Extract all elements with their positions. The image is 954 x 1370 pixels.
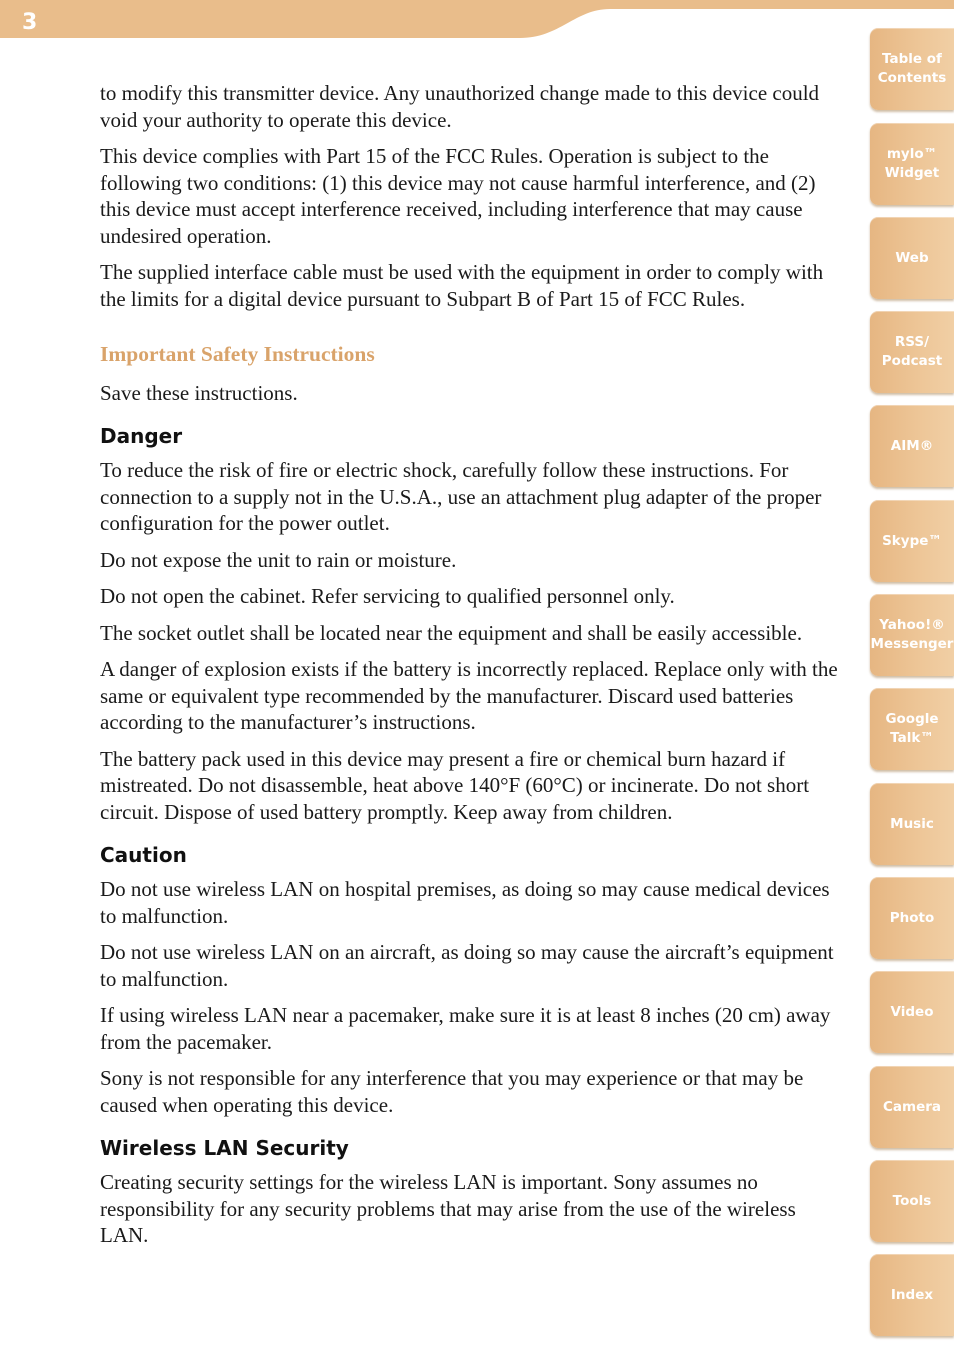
main-content — [100, 80, 845, 1259]
section-title: Important Safety Instructions — [100, 342, 375, 366]
danger-paragraph: A danger of explosion exists if the battery is incorrectly replaced. Replace only with the same or equivalent type recommended by the manufacturer. Discard used batteries according to the manufacturer’s instructions. — [100, 657, 838, 734]
danger-paragraph: The socket outlet shall be located near the equipment and shall be easily accessible. — [100, 620, 803, 645]
tab-label: Video — [890, 1003, 934, 1020]
tab-label: Index — [890, 1286, 934, 1303]
tab-video[interactable] — [870, 971, 954, 1053]
tab-label: Google Talk™ — [885, 711, 939, 746]
header-bar — [0, 0, 954, 40]
tab-label: Table of Contents — [877, 51, 947, 86]
tab-aim[interactable] — [870, 405, 954, 487]
caution-paragraph: If using wireless LAN near a pacemaker, make sure it is at least 8 inches (20 cm) away from the pacemaker. — [100, 1003, 831, 1054]
tab-label: Yahoo!® Messenger — [870, 617, 954, 652]
tab-google-talk[interactable] — [870, 688, 954, 770]
tab-label: Skype™ — [882, 532, 942, 549]
header-band — [0, 0, 954, 40]
intro-paragraph: The supplied interface cable must be used with the equipment in order to comply with the limits for a digital device pursuant to Subpart B of Part 15 of FCC Rules. — [100, 260, 824, 311]
caution-paragraph: Do not use wireless LAN on hospital premises, as doing so may cause medical devices to malfunction. — [100, 877, 830, 928]
tab-label: mylo™ Widget — [884, 146, 940, 181]
save-note: Save these instructions. — [100, 380, 298, 405]
tab-label: Music — [890, 815, 934, 832]
intro-paragraph: to modify this transmitter device. Any unauthorized change made to this device could void your authority to operate this device. — [100, 81, 820, 132]
tab-label: Photo — [889, 909, 935, 926]
page-number: 3 — [22, 10, 38, 35]
tab-mylo-widget[interactable] — [870, 123, 954, 205]
danger-paragraph: The battery pack used in this device may present a fire or chemical burn hazard if mistreated. Do not disassemble, heat above 140°F (60°C) or incinerate. Do not short circuit. Dispose of used battery promptly. Keep away from children. — [100, 746, 810, 824]
tab-skype[interactable] — [870, 500, 954, 582]
danger-paragraph: To reduce the risk of fire or electric shock, carefully follow these instructions. For connection to a supply not in the U.S.A., use an attachment plug adapter of the proper configuration for the power outlet. — [100, 458, 822, 535]
tab-label: Camera — [882, 1098, 941, 1115]
tab-label: Tools — [892, 1192, 932, 1209]
tab-label: Web — [895, 249, 929, 266]
tab-label: RSS/ Podcast — [881, 334, 943, 369]
danger-paragraph: Do not expose the unit to rain or moisture. — [100, 547, 457, 572]
caution-heading: Caution — [100, 843, 187, 867]
tab-web[interactable] — [870, 217, 954, 299]
wlan-paragraph: Creating security settings for the wireless LAN is important. Sony assumes no responsibility for any security problems that may arise from the use of the wireless LAN. — [100, 1170, 796, 1247]
danger-paragraph: Do not open the cabinet. Refer servicing to qualified personnel only. — [100, 584, 675, 608]
tab-music[interactable] — [870, 783, 954, 865]
tab-camera[interactable] — [870, 1066, 954, 1148]
tab-table-of-contents[interactable] — [870, 28, 954, 110]
intro-paragraph: This device complies with Part 15 of the FCC Rules. Operation is subject to the following two conditions: (1) this device may not cause harmful interference, and (2) this device must accept interference received, including interference that may cause undesired operation. — [100, 144, 816, 248]
caution-paragraph: Sony is not responsible for any interference that you may experience or that may be caused when operating this device. — [100, 1066, 804, 1117]
caution-paragraph: Do not use wireless LAN on an aircraft, as doing so may cause the aircraft’s equipment to malfunction. — [100, 940, 834, 991]
danger-heading: Danger — [100, 424, 183, 448]
tab-rss-podcast[interactable] — [870, 311, 954, 393]
tab-tools[interactable] — [870, 1160, 954, 1242]
tab-label: AIM® — [890, 437, 934, 454]
tab-photo[interactable] — [870, 877, 954, 959]
wlan-security-heading: Wireless LAN Security — [100, 1136, 349, 1160]
tab-yahoo-messenger[interactable] — [870, 594, 954, 676]
tab-index[interactable] — [870, 1254, 954, 1336]
